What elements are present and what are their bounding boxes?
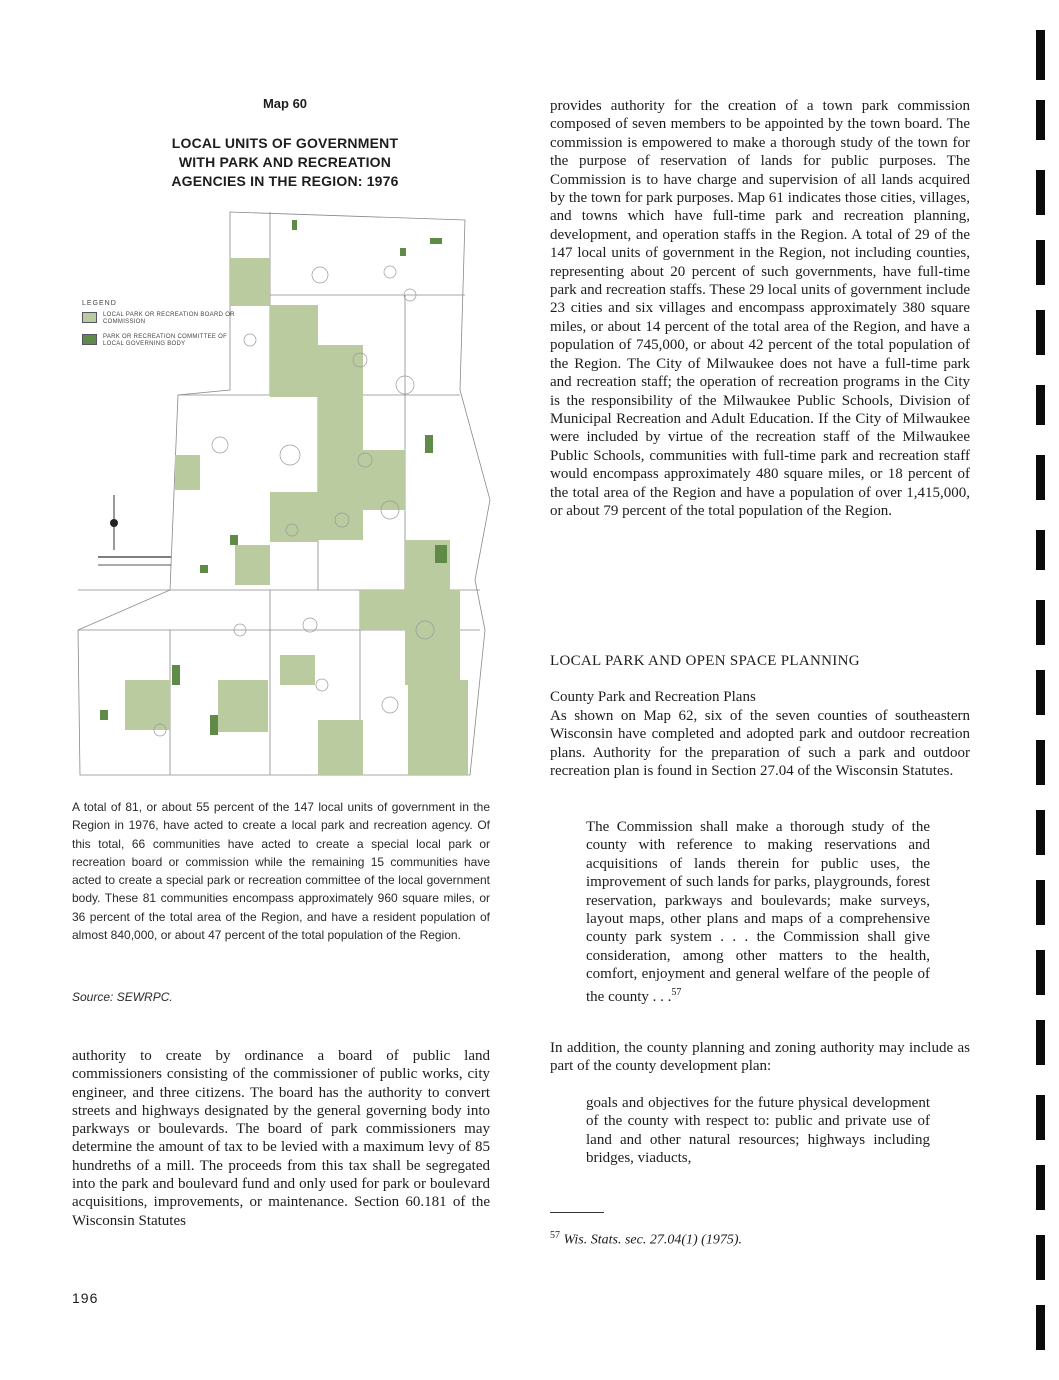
binding-mark [1036,600,1045,645]
binding-mark [1036,880,1045,925]
map-title-line: LOCAL UNITS OF GOVERNMENT [171,135,399,151]
legend-item [82,312,242,326]
binding-mark [1036,1235,1045,1280]
region-map [60,200,500,785]
page-number: 196 [72,1290,99,1306]
binding-mark [1036,1305,1045,1350]
legend-item [82,334,242,348]
legend-label: LOCAL PARK OR RECREATION BOARD OR COMMISSION [103,312,235,325]
binding-mark [1036,670,1045,715]
quote-text: The Commission shall make a thorough study of the county with reference to making reservations and acquisitions of lands therein for public uses, the improvement of such lands for parks, playgrounds, forest reservation, parkways and boulevards; make surveys, layout maps, other plans and maps of a comprehensive county park system . . . the Commission shall give consideration, among other matters to the health, comfort, enjoyment and general welfare of the people of the county . . . [586,819,930,1005]
map-title-line: WITH PARK AND RECREATION [178,154,392,170]
map-legend [82,300,242,356]
footnote-text: Wis. Stats. sec. 27.04(1) (1975). [563,1232,742,1248]
north-arrow-icon [96,495,186,575]
section-heading: LOCAL PARK AND OPEN SPACE PLANNING [550,653,860,669]
block-quote [586,818,930,1006]
legend-title: LEGEND [82,300,117,307]
map-source: Source: SEWRPC. [72,990,173,1004]
footnote-marker: 57 [671,986,682,998]
binding-mark [1036,240,1045,285]
binding-mark [1036,530,1045,570]
legend-swatch-committee [82,334,97,345]
paragraph: As shown on Map 62, six of the seven counties of southeastern Wisconsin have completed and adopted park and outdoor recreation plans. Authority for the preparation of such a park and outdoor recreation plan is found in Section 27.04 of the Wisconsin Statutes. [550,708,970,780]
binding-mark [1036,1165,1045,1210]
map-label: Map 60 [262,96,308,111]
legend-swatch-board [82,312,97,323]
binding-mark [1036,1095,1045,1140]
legend-label: PARK OR RECREATION COMMITTEE OF LOCAL GOVERNING BODY [103,334,228,347]
footnote-divider [550,1212,604,1213]
binding-mark [1036,950,1045,995]
footnote [550,1230,742,1249]
binding-mark [1036,100,1045,140]
subheading: County Park and Recreation Plans [550,689,756,705]
footnote-number: 57 [550,1230,560,1241]
map-title [150,134,420,191]
map-caption: A total of 81, or about 55 percent of the 147 local units of government in the Region in 1976, have acted to create a local park and recreation agency. Of this total, 66 communities have acted to create a special local park or recreation board or commission while the remaining 15 communities have acted to create a special park or recreation committee of the local government body. These 81 communities encompass approximately 960 square miles, or 36 percent of the total area of the Region, and have a resident population of almost 840,000, or about 47 percent of the total population of the Region. [72,800,490,943]
map-title-line: AGENCIES IN THE REGION: 1976 [171,173,399,189]
binding-mark [1036,810,1045,855]
binding-mark [1036,385,1045,425]
block-quote: goals and objectives for the future physical development of the county with respect to: public and private use of land and other natural resources; highways including bridges, viaducts, [586,1095,930,1167]
binding-mark [1036,455,1045,500]
paragraph: In addition, the county planning and zoning authority may include as part of the county development plan: [550,1040,970,1075]
binding-mark [1036,740,1045,785]
binding-mark [1036,1020,1045,1065]
binding-mark [1036,30,1045,80]
binding-mark [1036,310,1045,355]
right-column-paragraph: provides authority for the creation of a town park commission composed of seven members to be appointed by the town board. The commission is empowered to make a thorough study of the town for the purpose of reservation of lands for public purposes. The Commission is to have charge and supervision of all lands acquired by the town for park purposes. Map 61 indicates those cities, villages, and towns which have full-time park and recreation planning, development, and operation staffs in the Region. A total of 29 of the 147 local units of government in the Region, not including counties, representing about 20 percent of such governments, have full-time park and recreation staffs. These 29 local units of government include 23 cities and six villages and encompass approximately 380 square miles, or about 14 percent of the total area of the Region, and have a population of 745,000, or about 42 percent of the total population of the Region. The City of Milwaukee does not have a full-time park and recreation staff; the operation of recreation programs in the City is the responsibility of the Milwaukee Public Schools, Division of Municipal Recreation and Adult Education. If the City of Milwaukee were included by virtue of the recreation staff of the Milwaukee Public Schools, communities with full-time park and recreation staff would encompass approximately 480 square miles, or 18 percent of the total area of the Region and have a population of over 1,415,000, or about 79 percent of the total population of the Region. [550,98,970,519]
left-column-paragraph: authority to create by ordinance a board of public land commissioners consisting of the commissioner of public works, city engineer, and three citizens. The board has the authority to convert streets and highways designated by the general governing body into parkways or boulevards. The board of park commissioners may determine the amount of tax to be levied with a maximum levy of 85 hundreths of a mill. The proceeds from this tax shall be segregated into the park and boulevard fund and only used for park or boulevard acquisitions, improvements, or maintenance. Section 60.181 of the Wisconsin Statutes [72,1048,490,1229]
binding-mark [1036,170,1045,215]
